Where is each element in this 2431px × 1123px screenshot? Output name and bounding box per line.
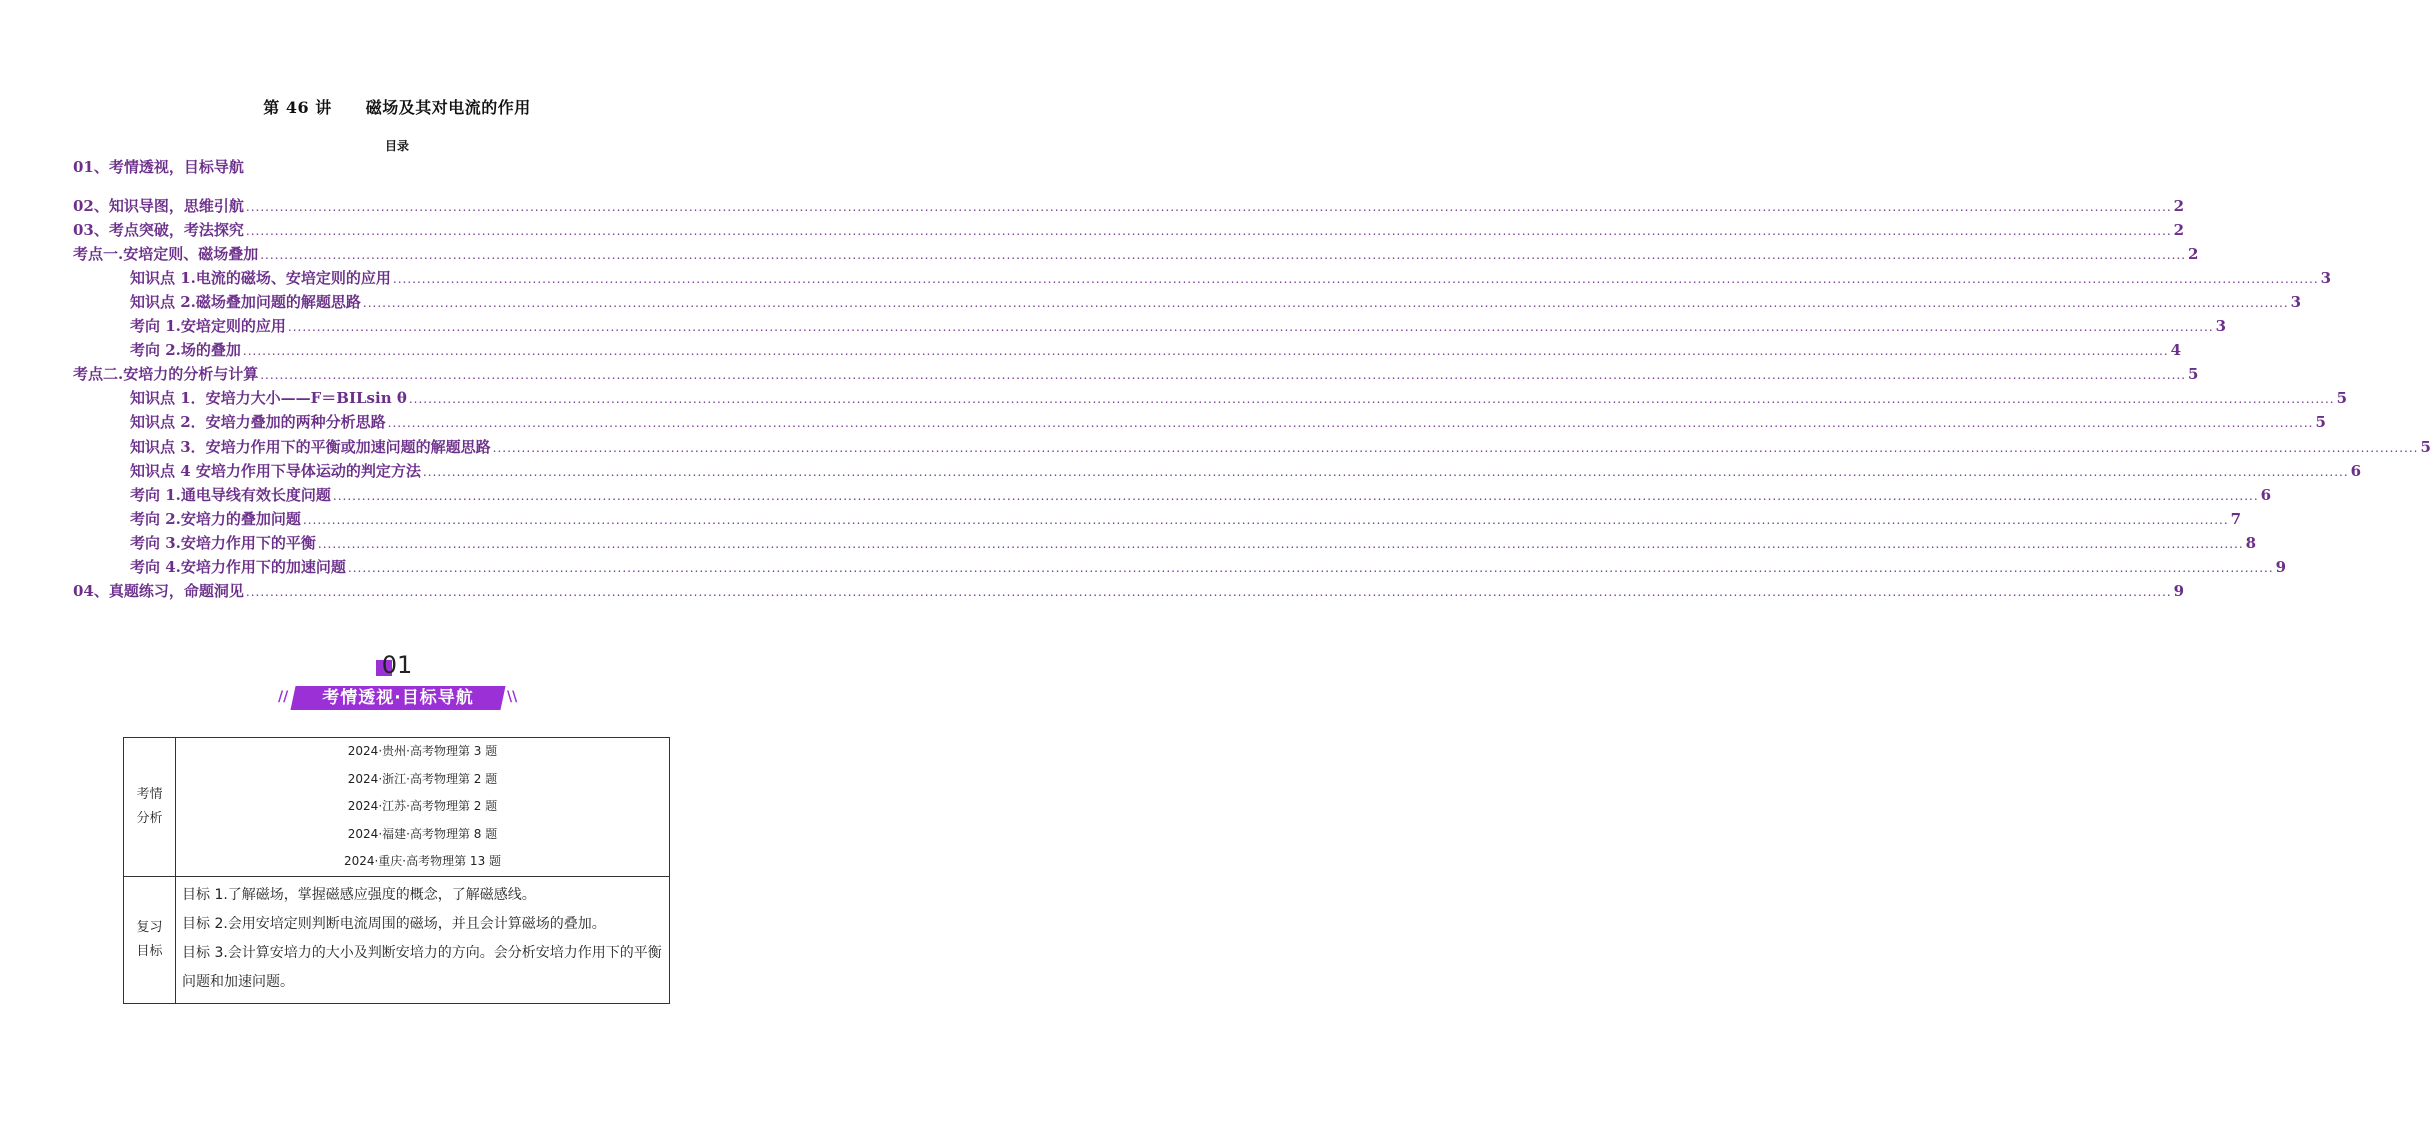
toc-leader: ................................................................................................................................................................................................................................................................................................................................................................................................................ xyxy=(287,320,2214,334)
toc-leader: ................................................................................................................................................................................................................................................................................................................................................................................................................ xyxy=(242,344,2169,358)
toc-entry[interactable] xyxy=(130,556,2287,576)
toc-leader: ................................................................................................................................................................................................................................................................................................................................................................................................................ xyxy=(387,416,2314,430)
toc-leader: ................................................................................................................................................................................................................................................................................................................................................................................................................ xyxy=(317,537,2244,551)
toc-entry[interactable] xyxy=(130,436,2431,456)
toc-entry-label: 知识点 3．安培力作用下的平衡或加速问题的解题思路 xyxy=(130,438,491,456)
toc-entry-label: 考向 2.场的叠加 xyxy=(130,341,241,359)
toc-entry-label: 考向 4.安培力作用下的加速问题 xyxy=(130,558,346,576)
toc-entry[interactable] xyxy=(130,267,2332,287)
toc-leader: ................................................................................................................................................................................................................................................................................................................................................................................................................ xyxy=(492,441,2419,455)
toc-leader: ................................................................................................................................................................................................................................................................................................................................................................................................................ xyxy=(260,248,2187,262)
toc-entry-label: 01、考情透视，目标导航 xyxy=(73,158,244,176)
toc-entry[interactable] xyxy=(73,243,2199,263)
toc-entry-label: 考向 2.安培力的叠加问题 xyxy=(130,510,301,528)
toc-leader: ................................................................................................................................................................................................................................................................................................................................................................................................................ xyxy=(392,272,2319,286)
banner-right-deco: \\ xyxy=(507,689,518,705)
toc-leader: ................................................................................................................................................................................................................................................................................................................................................................................................................ xyxy=(332,489,2259,503)
goal-item: 目标 1.了解磁场，掌握磁感应强度的概念，了解磁感线。 xyxy=(182,886,536,903)
toc-entry[interactable] xyxy=(73,219,2185,239)
toc-entry-page: 3 xyxy=(2290,293,2302,311)
document-title xyxy=(0,95,794,118)
toc-leader: ................................................................................................................................................................................................................................................................................................................................................................................................................ xyxy=(245,224,2172,238)
toc-entry-page: 7 xyxy=(2230,510,2242,528)
lecture-number: 第 46 讲 xyxy=(263,98,332,117)
exam-item: 2024·江苏·高考物理第 2 题 xyxy=(347,799,498,813)
toc-leader: ................................................................................................................................................................................................................................................................................................................................................................................................................ xyxy=(245,585,2172,599)
goal-item: 目标 3.会计算安培力的大小及判断安培力的方向。会分析安培力作用下的平衡问题和加速问题。 xyxy=(182,944,662,990)
toc-entry-page: 5 xyxy=(2336,389,2348,407)
section-number: 01 xyxy=(381,651,413,679)
toc-entry-page: 6 xyxy=(2350,462,2362,480)
exam-analysis-label: 考情 分析 xyxy=(124,738,176,877)
toc-entry-page: 2 xyxy=(2188,245,2199,263)
toc-entry-page: 2 xyxy=(2173,197,2185,215)
exam-item: 2024·贵州·高考物理第 3 题 xyxy=(347,744,498,758)
toc-entry[interactable] xyxy=(130,532,2257,552)
toc-entry-label: 考向 1.安培定则的应用 xyxy=(130,317,286,335)
toc-entry[interactable] xyxy=(130,387,2348,407)
exam-item: 2024·重庆·高考物理第 13 题 xyxy=(343,854,502,868)
toc-entry-label: 知识点 2.磁场叠加问题的解题思路 xyxy=(130,293,361,311)
exam-item: 2024·浙江·高考物理第 2 题 xyxy=(347,771,498,786)
toc-entry[interactable] xyxy=(73,156,721,176)
toc-entry[interactable] xyxy=(73,195,2185,215)
toc-entry[interactable] xyxy=(130,291,2302,311)
toc-entry-page: 3 xyxy=(2215,317,2227,335)
toc-entry-label: 04、真题练习，命题洞见 xyxy=(73,582,244,600)
toc-entry-label: 知识点 4 安培力作用下导体运动的判定方法 xyxy=(130,462,421,480)
toc-leader: ................................................................................................................................................................................................................................................................................................................................................................................................................ xyxy=(347,561,2274,575)
goal-item: 目标 2.会用安培定则判断电流周围的磁场，并且会计算磁场的叠加。 xyxy=(182,915,606,932)
toc-entry-page: 2 xyxy=(2173,221,2185,239)
toc-entry-page: 8 xyxy=(2245,534,2257,552)
toc-entry-page: 5 xyxy=(2315,413,2326,431)
exam-analysis-table xyxy=(123,737,670,1004)
toc-leader: ................................................................................................................................................................................................................................................................................................................................................................................................................ xyxy=(408,392,2335,406)
toc-entry[interactable] xyxy=(130,460,2362,480)
toc-entry[interactable] xyxy=(73,363,2199,383)
toc-entry-label: 考点二.安培力的分析与计算 xyxy=(73,365,259,383)
review-goal-label: 复习 目标 xyxy=(124,876,176,1003)
toc-leader: ................................................................................................................................................................................................................................................................................................................................................................................................................ xyxy=(362,296,2289,310)
section-title: 考情透视·目标导航 xyxy=(322,688,474,708)
lecture-subject: 磁场及其对电流的作用 xyxy=(365,98,531,117)
toc-entry[interactable] xyxy=(130,484,2272,504)
table-row xyxy=(124,876,670,1003)
toc-entry-label: 02、知识导图，思维引航 xyxy=(73,197,244,215)
exam-list-cell xyxy=(176,738,670,877)
toc-entry-page: 9 xyxy=(2173,582,2185,600)
toc-entry-label: 知识点 2．安培力叠加的两种分析思路 xyxy=(130,413,386,431)
toc-leader: ................................................................................................................................................................................................................................................................................................................................................................................................................ xyxy=(260,368,2187,382)
toc-entry[interactable] xyxy=(73,580,2185,600)
toc-entry-page: 6 xyxy=(2260,486,2272,504)
table-row xyxy=(124,738,670,877)
goal-list-cell xyxy=(176,876,670,1003)
toc-entry-page: 5 xyxy=(2420,438,2431,456)
toc-entry-page: 9 xyxy=(2275,558,2287,576)
toc-entry-label: 知识点 1．安培力大小——F＝BILsin θ xyxy=(130,389,407,407)
exam-item: 2024·福建·高考物理第 8 题 xyxy=(347,826,498,841)
toc-entry-label: 03、考点突破，考法探究 xyxy=(73,221,244,239)
toc-entry[interactable] xyxy=(130,339,2182,359)
banner-left-deco: // xyxy=(278,689,289,705)
toc-heading: 目录 xyxy=(384,139,409,153)
toc-entry-label: 知识点 1.电流的磁场、安培定则的应用 xyxy=(130,269,391,287)
toc-entry-label: 考向 3.安培力作用下的平衡 xyxy=(130,534,316,552)
toc-leader: ................................................................................................................................................................................................................................................................................................................................................................................................................ xyxy=(302,513,2229,527)
toc-leader: ................................................................................................................................................................................................................................................................................................................................................................................................................ xyxy=(422,465,2349,479)
toc-entry[interactable] xyxy=(130,508,2242,528)
toc-entry-page: 4 xyxy=(2170,341,2182,359)
toc-entry-page: 3 xyxy=(2320,269,2332,287)
toc-entry-label: 考向 1.通电导线有效长度问题 xyxy=(130,486,331,504)
toc-entry[interactable] xyxy=(130,315,2227,335)
toc-entry-page: 5 xyxy=(2188,365,2199,383)
toc-entry[interactable] xyxy=(130,411,2326,431)
toc-leader: ................................................................................................................................................................................................................................................................................................................................................................................................................ xyxy=(245,200,2172,214)
toc-entry-label: 考点一.安培定则、磁场叠加 xyxy=(73,245,259,263)
